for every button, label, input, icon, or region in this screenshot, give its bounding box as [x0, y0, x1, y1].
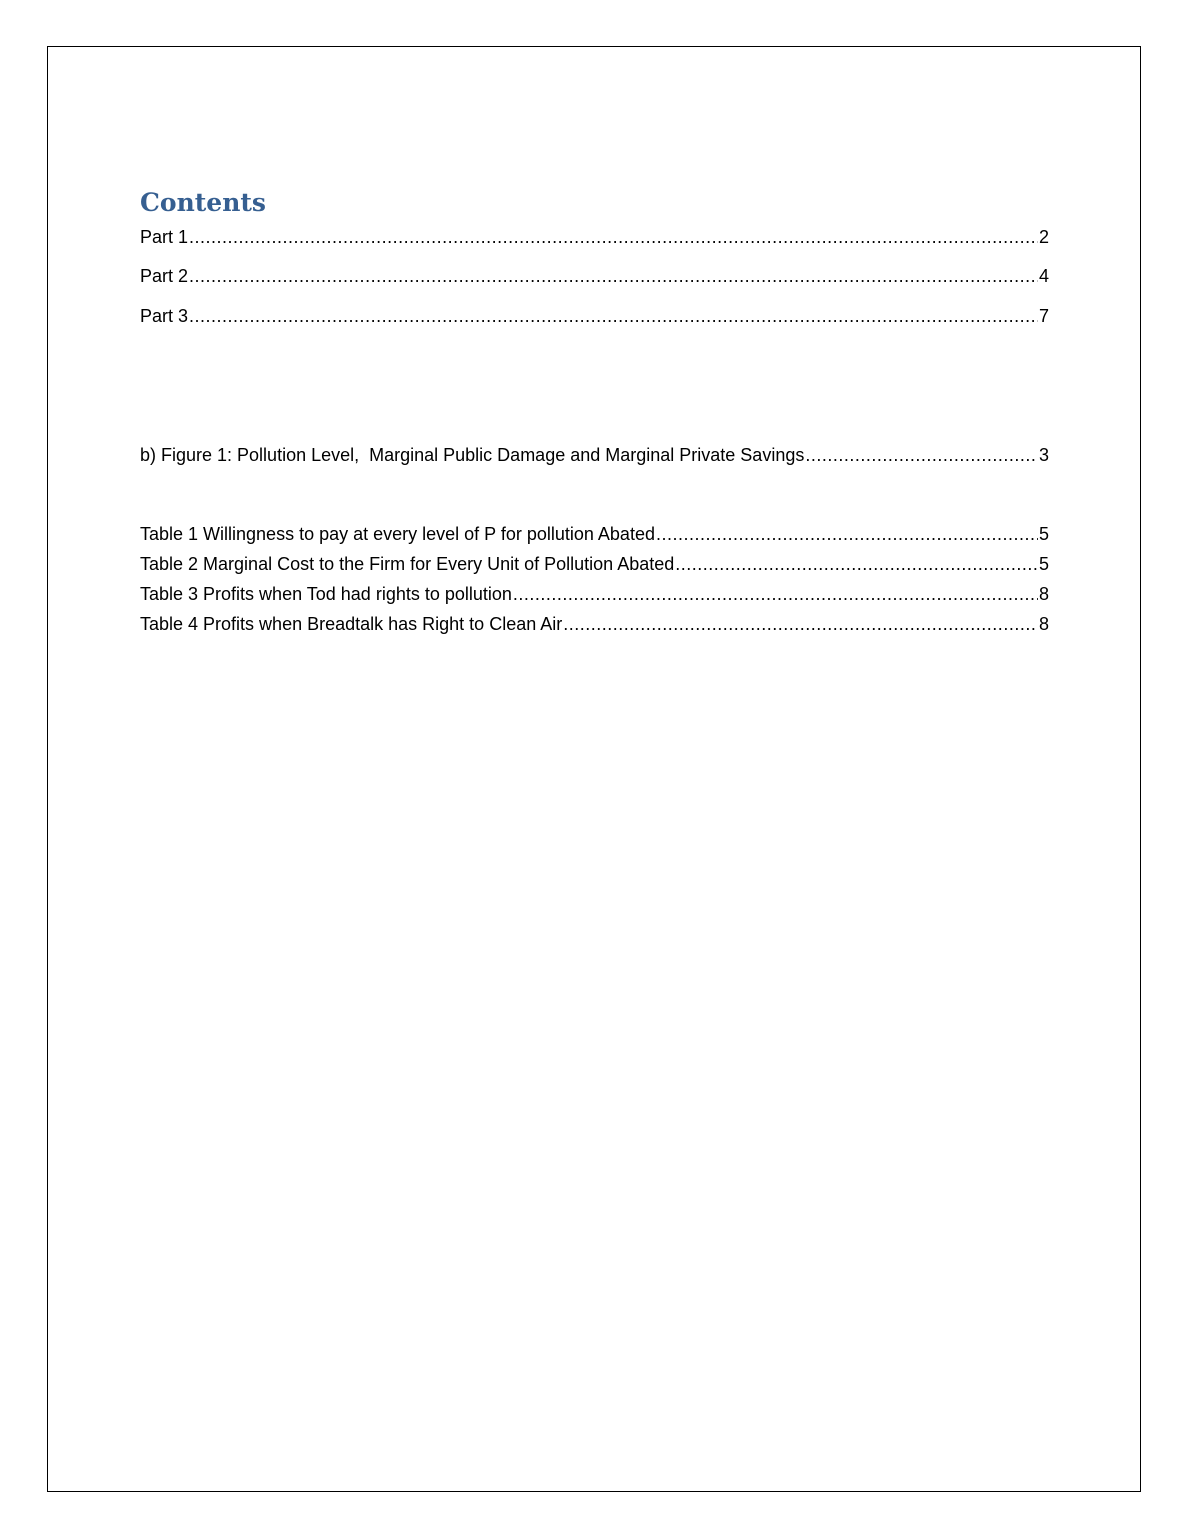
toc-entry-page-number: 2	[1038, 227, 1049, 247]
toc-entry-figure-1[interactable]	[140, 443, 1049, 467]
toc-entry-page-number: 8	[1038, 614, 1049, 634]
toc-entry-page-number: 3	[1038, 445, 1049, 465]
toc-entry-table-3[interactable]	[140, 582, 1049, 606]
toc-entry-label: Table 2 Marginal Cost to the Firm for Every Unit of Pollution Abated	[140, 554, 675, 574]
toc-entry-page-number: 5	[1038, 524, 1049, 544]
toc-entry-page-number: 5	[1038, 554, 1049, 574]
dot-leader	[805, 443, 1038, 467]
toc-entry-table-4[interactable]	[140, 612, 1049, 636]
toc-entry-label: Table 3 Profits when Tod had rights to pollution	[140, 584, 512, 604]
toc-entry-label: Part 3	[140, 306, 189, 326]
toc-entry-label: Part 2	[140, 266, 189, 286]
toc-entry-part-3[interactable]	[140, 304, 1049, 328]
dot-leader	[189, 225, 1038, 249]
toc-entry-table-2[interactable]	[140, 552, 1049, 576]
toc-entry-part-2[interactable]	[140, 264, 1049, 288]
toc-entry-page-number: 4	[1038, 266, 1049, 286]
dot-leader	[513, 582, 1038, 606]
toc-entry-page-number: 8	[1038, 584, 1049, 604]
toc-entry-table-1[interactable]	[140, 522, 1049, 546]
dot-leader	[563, 612, 1038, 636]
toc-entry-page-number: 7	[1038, 306, 1049, 326]
contents-heading: Contents	[140, 188, 267, 217]
toc-entry-part-1[interactable]	[140, 225, 1049, 249]
toc-entry-label: Table 1 Willingness to pay at every level of P for pollution Abated	[140, 524, 655, 544]
toc-entry-label: b) Figure 1: Pollution Level, Marginal Public Damage and Marginal Private Savings	[140, 445, 805, 465]
page-border	[47, 46, 1141, 1492]
dot-leader	[675, 552, 1038, 576]
toc-entry-label: Part 1	[140, 227, 189, 247]
dot-leader	[656, 522, 1038, 546]
dot-leader	[189, 304, 1038, 328]
toc-entry-label: Table 4 Profits when Breadtalk has Right to Clean Air	[140, 614, 563, 634]
dot-leader	[189, 264, 1038, 288]
